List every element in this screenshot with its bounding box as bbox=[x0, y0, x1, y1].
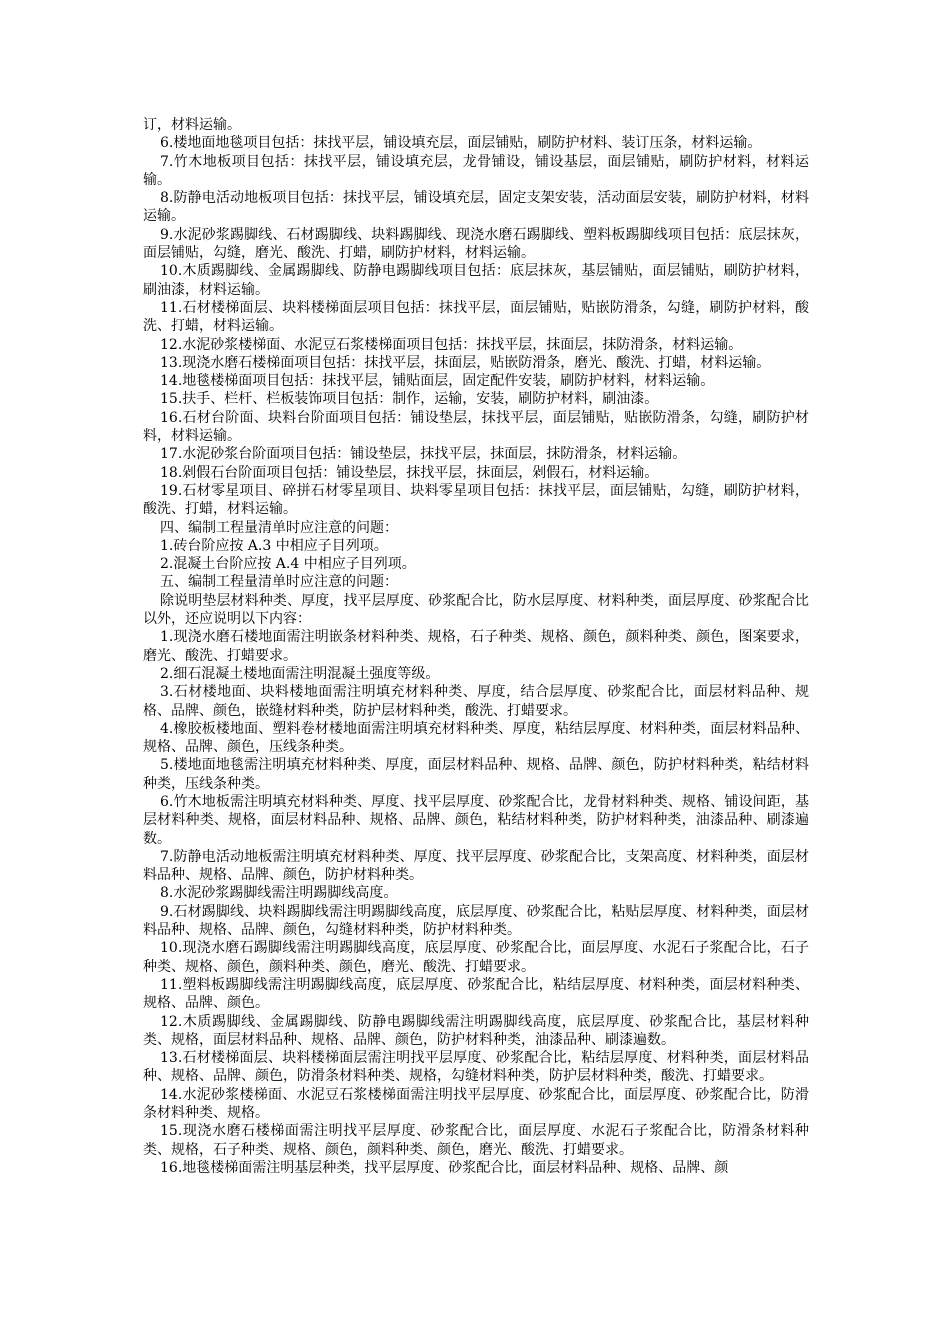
paragraph: 四、编制工程量清单时应注意的问题： bbox=[160, 519, 398, 536]
paragraph: 16.地毯楼梯面需注明基层种类，找平层厚度、砂浆配合比，面层材料品种、规格、品牌、颜 bbox=[160, 1159, 729, 1176]
paragraph: 6.竹木地板需注明填充材料种类、厚度、找平层厚度、砂浆配合比，龙骨材料种类、规格、铺设间距，基层材料种类、规格，面层材料品种、规格、品牌、颜色，粘结材料种类，防护材料种类，油漆品种、刷漆遍数。 bbox=[143, 793, 809, 847]
paragraph: 4.橡胶板楼地面、塑料卷材楼地面需注明填充材料种类、厚度，粘结层厚度、材料种类，面层材料品种、规格、品牌、颜色，压线条种类。 bbox=[143, 720, 809, 756]
paragraph: 除说明垫层材料种类、厚度，找平层厚度、砂浆配合比，防水层厚度、材料种类，面层厚度、砂浆配合比以外，还应说明以下内容： bbox=[143, 592, 809, 628]
paragraph: 7.防静电活动地板需注明填充材料种类、厚度、找平层厚度、砂浆配合比，支架高度、材料种类，面层材料品种、规格、品牌、颜色，防护材料种类。 bbox=[143, 848, 809, 884]
paragraph: 14.水泥砂浆楼梯面、水泥豆石浆楼梯面需注明找平层厚度、砂浆配合比，面层厚度、砂浆配合比，防滑条材料种类、规格。 bbox=[143, 1086, 809, 1122]
paragraph: 19.石材零星项目、碎拼石材零星项目、块料零星项目包括：抹找平层，面层铺贴，勾缝，刷防护材料，酸洗、打蜡，材料运输。 bbox=[143, 482, 809, 518]
paragraph: 五、编制工程量清单时应注意的问题： bbox=[160, 574, 398, 591]
paragraph: 13.石材楼梯面层、块料楼梯面层需注明找平层厚度、砂浆配合比，粘结层厚度、材料种类，面层材料品种、规格、品牌、颜色，防滑条材料种类、规格，勾缝材料种类，防护层材料种类，酸洗、打蜡要求。 bbox=[143, 1050, 809, 1085]
paragraph: 18.剁假石台阶面项目包括：铺设垫层，抹找平层，抹面层，剁假石，材料运输。 bbox=[160, 464, 659, 481]
paragraph: 12.水泥砂浆楼梯面、水泥豆石浆楼梯面项目包括：抹找平层，抹面层，抹防滑条，材料运输。 bbox=[160, 336, 743, 353]
paragraph: 9.石材踢脚线、块料踢脚线需注明踢脚线高度，底层厚度、砂浆配合比，粘贴层厚度、材料种类，面层材料品种、规格、品牌、颜色，勾缝材料种类，防护材料种类。 bbox=[143, 903, 809, 939]
paragraph: 2.细石混凝土楼地面需注明混凝土强度等级。 bbox=[160, 665, 440, 682]
paragraph: 17.水泥砂浆台阶面项目包括：铺设垫层，抹找平层，抹面层，抹防滑条，材料运输。 bbox=[160, 446, 687, 463]
paragraph: 2.混凝土台阶应按 A.4 中相应子目列项。 bbox=[160, 556, 416, 573]
paragraph: 9.水泥砂浆踢脚线、石材踢脚线、块料踢脚线、现浇水磨石踢脚线、塑料板踢脚线项目包括：底层抹灰，面层铺贴，勾缝，磨光、酸洗、打蜡，刷防护材料，材料运输。 bbox=[143, 226, 809, 262]
paragraph: 1.现浇水磨石楼地面需注明嵌条材料种类、规格，石子种类、规格、颜色，颜料种类、颜色，图案要求，磨光、酸洗、打蜡要求。 bbox=[143, 629, 809, 664]
paragraph: 15.现浇水磨石楼梯面需注明找平层厚度、砂浆配合比，面层厚度、水泥石子浆配合比，防滑条材料种类、规格，石子种类、规格、颜色，颜料种类、颜色，磨光、酸洗、打蜡要求。 bbox=[143, 1123, 809, 1158]
document-page bbox=[143, 116, 809, 1177]
paragraph: 1.砖台阶应按 A.3 中相应子目列项。 bbox=[160, 537, 388, 554]
paragraph: 6.楼地面地毯项目包括：抹找平层，铺设填充层，面层铺贴，刷防护材料、装订压条，材料运输。 bbox=[160, 135, 762, 152]
paragraph: 14.地毯楼梯面项目包括：抹找平层，铺贴面层，固定配件安装，刷防护材料，材料运输。 bbox=[160, 373, 715, 390]
paragraph: 8.防静电活动地板项目包括：抹找平层，铺设填充层，固定支架安装，活动面层安装，刷防护材料，材料运输。 bbox=[143, 190, 809, 225]
paragraph: 8.水泥砂浆踢脚线需注明踢脚线高度。 bbox=[160, 885, 398, 902]
paragraph: 5.楼地面地毯需注明填充材料种类、厚度，面层材料品种、规格、品牌、颜色，防护材料种类，粘结材料种类，压线条种类。 bbox=[143, 757, 809, 792]
paragraph: 15.扶手、栏杆、栏板装饰项目包括：制作，运输，安装，刷防护材料，刷油漆。 bbox=[160, 391, 659, 408]
paragraph: 3.石材楼地面、块料楼地面需注明填充材料种类、厚度，结合层厚度、砂浆配合比，面层材料品种、规格、品牌、颜色，嵌缝材料种类，防护层材料种类，酸洗、打蜡要求。 bbox=[143, 684, 809, 719]
paragraph: 11.塑料板踢脚线需注明踢脚线高度，底层厚度、砂浆配合比，粘结层厚度、材料种类，面层材料种类、规格、品牌、颜色。 bbox=[143, 976, 809, 1012]
paragraph: 12.木质踢脚线、金属踢脚线、防静电踢脚线需注明踢脚线高度，底层厚度、砂浆配合比，基层材料种类、规格，面层材料品种、规格、品牌、颜色，防护材料种类，油漆品种、刷漆遍数。 bbox=[143, 1013, 809, 1048]
paragraph: 订，材料运输。 bbox=[143, 117, 241, 133]
paragraph: 7.竹木地板项目包括：抹找平层，铺设填充层，龙骨铺设，铺设基层，面层铺贴，刷防护材料，材料运输。 bbox=[143, 153, 809, 188]
paragraph: 10.木质踢脚线、金属踢脚线、防静电踢脚线项目包括：底层抹灰，基层铺贴，面层铺贴，刷防护材料，刷油漆，材料运输。 bbox=[143, 263, 809, 298]
paragraph: 10.现浇水磨石踢脚线需注明踢脚线高度，底层厚度、砂浆配合比，面层厚度、水泥石子浆配合比，石子种类、规格、颜色，颜料种类、颜色，磨光、酸洗、打蜡要求。 bbox=[143, 940, 809, 975]
paragraph: 13.现浇水磨石楼梯面项目包括：抹找平层，抹面层，贴嵌防滑条，磨光、酸洗、打蜡，材料运输。 bbox=[160, 354, 771, 371]
paragraph: 16.石材台阶面、块料台阶面项目包括：铺设垫层，抹找平层，面层铺贴，贴嵌防滑条，勾缝，刷防护材料，材料运输。 bbox=[143, 409, 809, 445]
paragraph: 11.石材楼梯面层、块料楼梯面层项目包括：抹找平层，面层铺贴，贴嵌防滑条，勾缝，刷防护材料，酸洗、打蜡，材料运输。 bbox=[143, 299, 809, 335]
